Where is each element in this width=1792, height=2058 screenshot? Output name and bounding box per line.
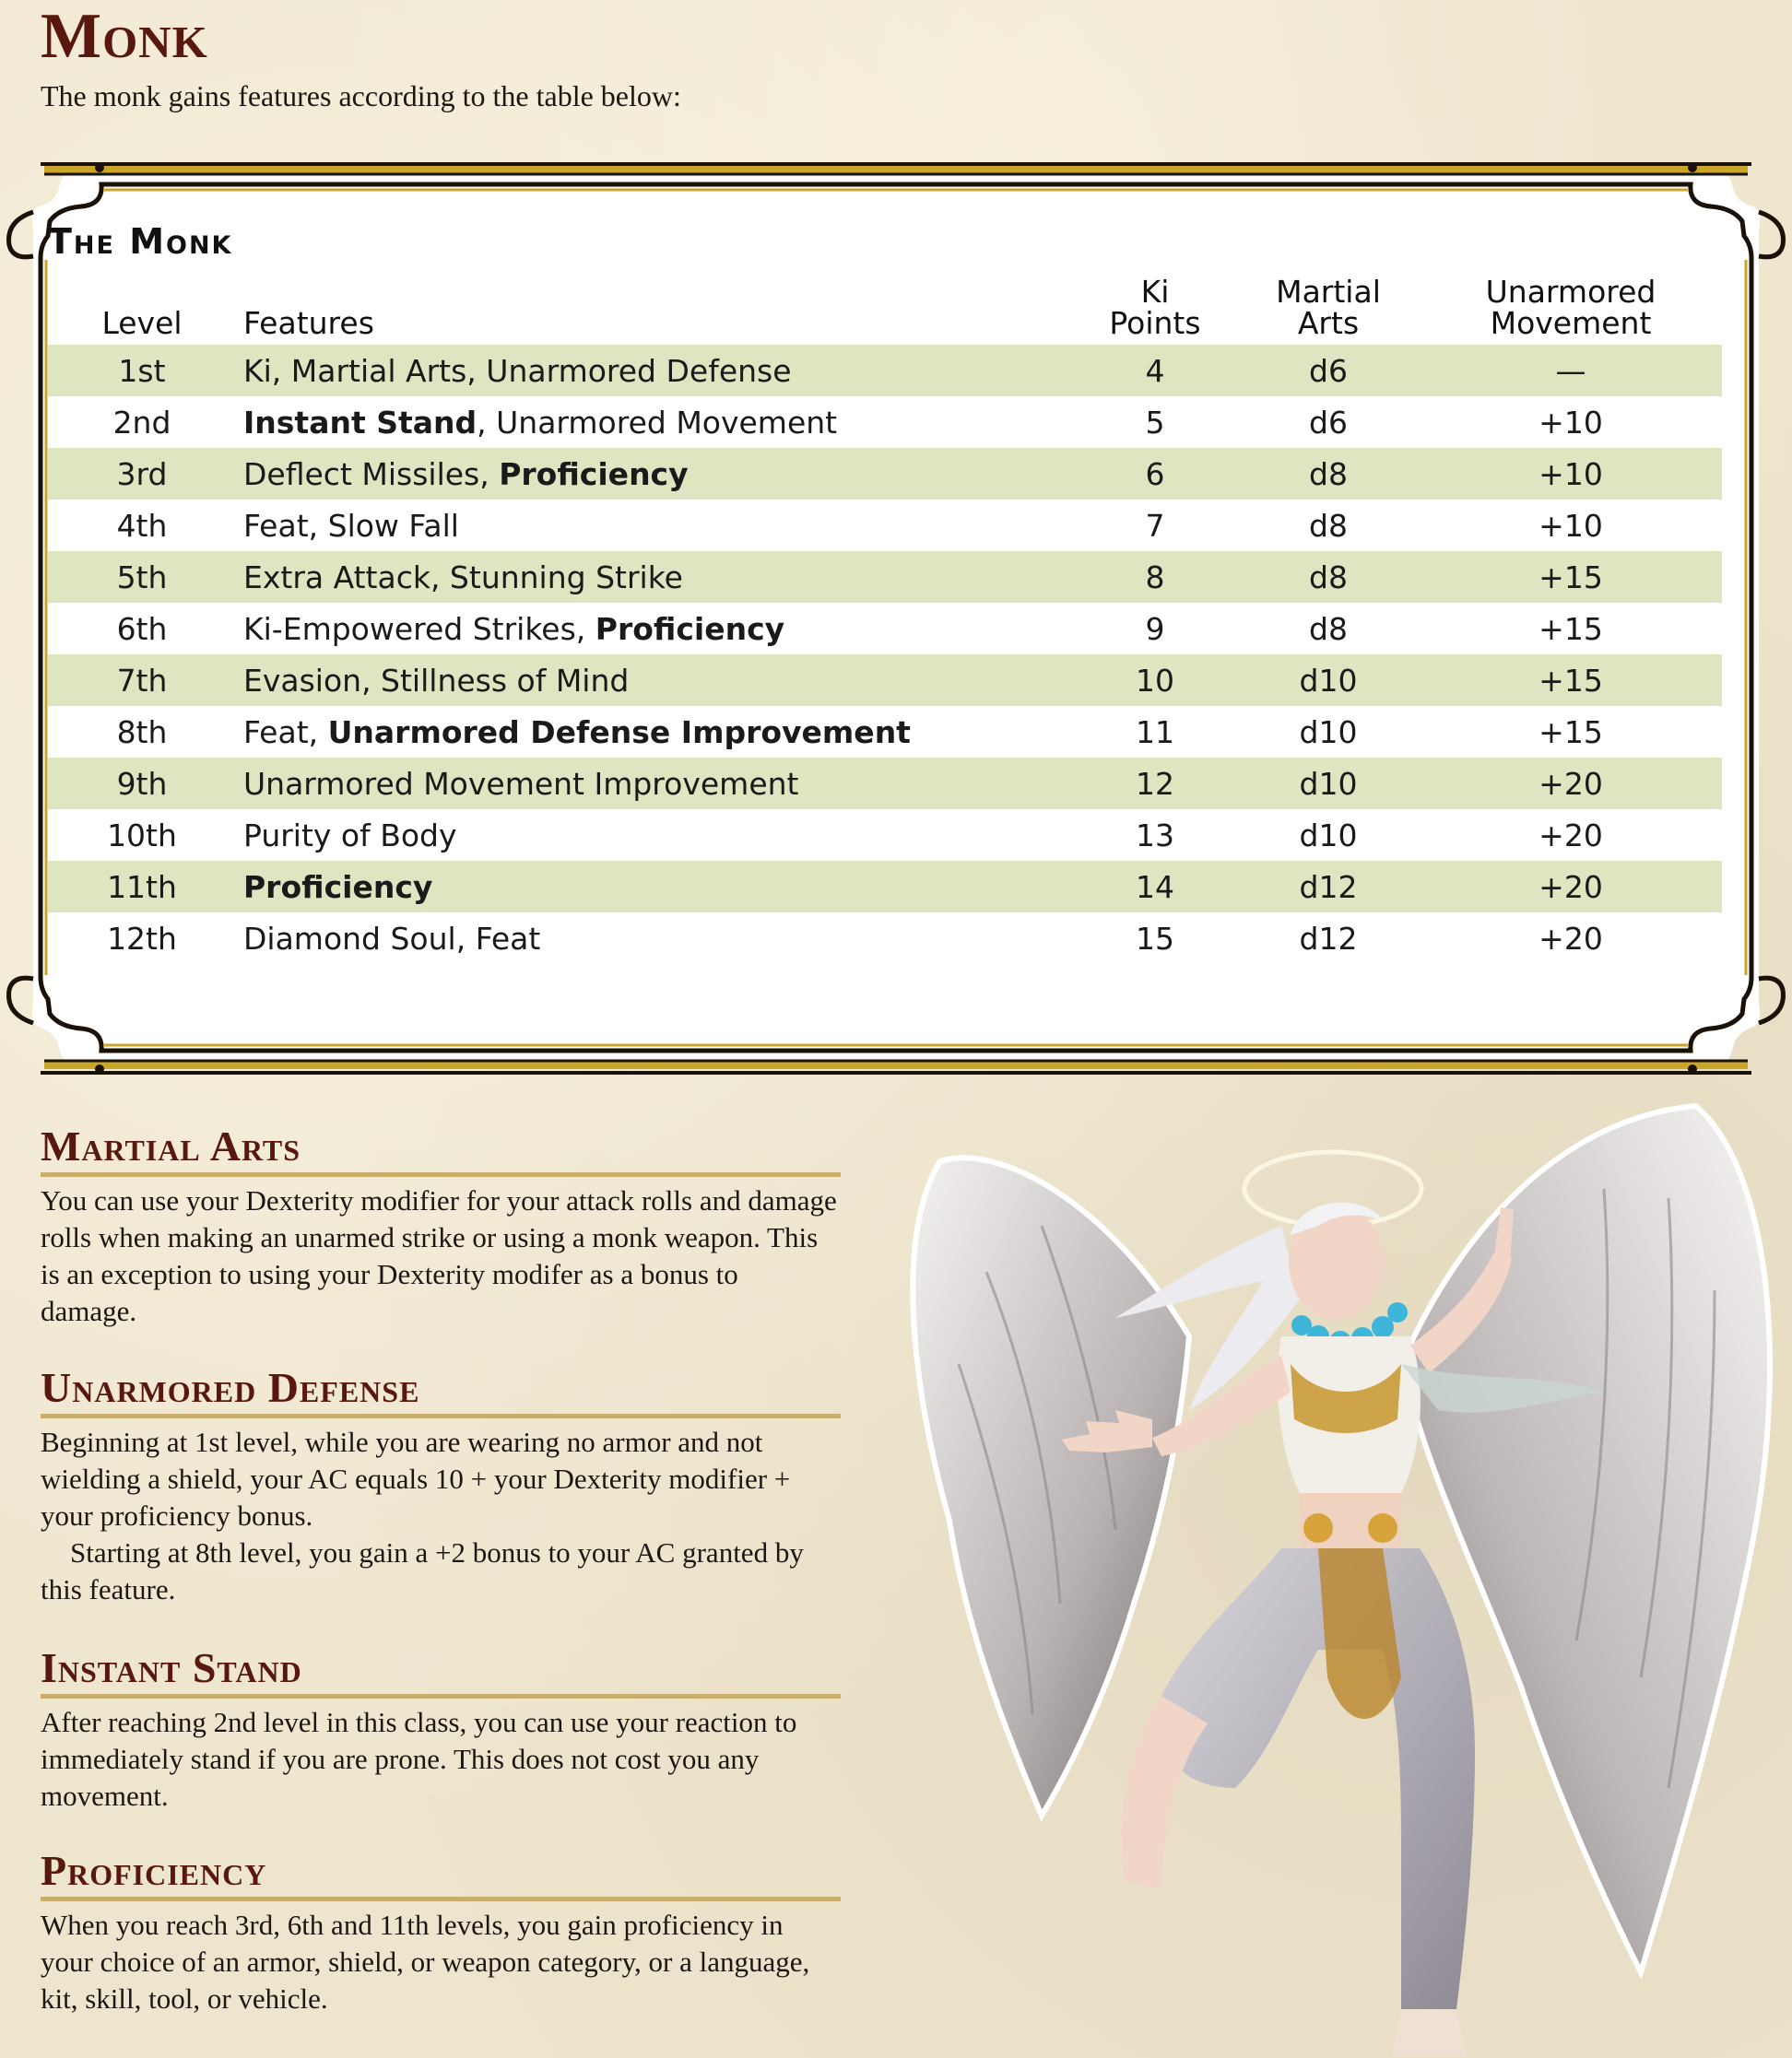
feature-name-bold: Instant Stand <box>243 404 477 441</box>
cell-level: 12th <box>107 920 177 957</box>
cell-level: 6th <box>116 610 168 647</box>
feature-name: , Unarmored Movement <box>477 404 838 441</box>
monk-progression-table <box>48 276 1722 964</box>
feature-name-bold: Proficiency <box>499 455 689 492</box>
cell-level: 2nd <box>112 404 171 441</box>
section-body: Beginning at 1st level, while you are wearing no armor and not wielding a shield, your AC equals 10 + your Dexterity modifier + your proficiency bonus. <box>41 1426 791 1532</box>
feature-name: Ki-Empowered Strikes, <box>243 610 595 647</box>
cell-ki-points: 8 <box>1073 551 1237 603</box>
cell-ki-points: 7 <box>1145 507 1165 544</box>
cell-ki-points: 15 <box>1136 920 1174 957</box>
feature-name-bold: Unarmored Defense Improvement <box>327 713 911 750</box>
header-level: Level <box>101 305 183 341</box>
cell-martial-arts: d10 <box>1299 713 1358 750</box>
section-heading: Instant Stand <box>41 1644 841 1699</box>
section-body: After reaching 2nd level in this class, you can use your reaction to immediately stand if you are prone. This does not cost you any movement. <box>41 1706 797 1812</box>
table-row <box>48 912 1722 964</box>
table-row <box>48 396 1722 448</box>
cell-martial-arts: d6 <box>1309 404 1348 441</box>
cell-features <box>236 500 1073 551</box>
cell-martial-arts: d8 <box>1237 551 1420 603</box>
table-row <box>48 809 1722 861</box>
header-unarmored-movement: Unarmored Movement <box>1485 274 1656 341</box>
cell-features <box>236 345 1073 396</box>
cell-features <box>236 448 1073 500</box>
page-title: Monk <box>41 1 208 72</box>
cell-martial-arts: d10 <box>1237 654 1420 706</box>
winged-monk-illustration <box>885 1088 1792 2058</box>
cell-unarmored-movement: +10 <box>1420 448 1722 500</box>
feature-name: Feat, Slow Fall <box>243 507 459 544</box>
table-row <box>48 500 1722 551</box>
feature-name: Feat, <box>243 713 328 750</box>
cell-unarmored-movement: +20 <box>1420 861 1722 912</box>
cell-unarmored-movement: +15 <box>1539 610 1603 647</box>
cell-unarmored-movement: +15 <box>1420 551 1722 603</box>
cell-features <box>236 809 1073 861</box>
table-title: The Monk <box>48 221 233 262</box>
cell-features <box>236 396 1073 448</box>
cell-martial-arts: d12 <box>1237 861 1420 912</box>
cell-martial-arts: d8 <box>1309 507 1348 544</box>
cell-unarmored-movement: +10 <box>1539 404 1603 441</box>
cell-level: 11th <box>48 861 236 912</box>
section-heading: Martial Arts <box>41 1123 841 1177</box>
table-row <box>48 654 1722 706</box>
cell-level: 4th <box>116 507 168 544</box>
cell-features <box>236 706 1073 758</box>
section-heading: Proficiency <box>41 1847 841 1901</box>
section-heading: Unarmored Defense <box>41 1364 841 1418</box>
cell-level: 3rd <box>48 448 236 500</box>
feature-name: Evasion, Stillness of Mind <box>243 662 630 699</box>
section-body: You can use your Dexterity modifier for your attack rolls and damage rolls when making an unarmed strike or using a monk weapon. This is an exception to using your Dexterity modifer as a bonus to damage. <box>41 1184 837 1327</box>
table-header-row <box>48 276 1722 345</box>
feature-name-bold: Proficiency <box>243 868 433 905</box>
cell-features <box>236 551 1073 603</box>
section-proficiency <box>41 1847 841 2017</box>
header-ki-points: Ki Points <box>1109 274 1201 341</box>
cell-ki-points: 6 <box>1073 448 1237 500</box>
cell-martial-arts: d12 <box>1299 920 1358 957</box>
table-row <box>48 706 1722 758</box>
cell-ki-points: 13 <box>1136 817 1174 853</box>
section-body-continued: Starting at 8th level, you gain a +2 bonus to your AC granted by this feature. <box>41 1536 804 1605</box>
feature-name: Ki, Martial Arts, Unarmored Defense <box>243 352 792 389</box>
section-instant-stand <box>41 1644 841 1815</box>
cell-martial-arts: d6 <box>1237 345 1420 396</box>
table-row <box>48 345 1722 396</box>
cell-ki-points: 11 <box>1136 713 1174 750</box>
cell-ki-points: 9 <box>1145 610 1165 647</box>
cell-features <box>236 654 1073 706</box>
cell-level: 10th <box>107 817 177 853</box>
cell-level: 5th <box>48 551 236 603</box>
cell-martial-arts: d10 <box>1237 758 1420 809</box>
table-row <box>48 448 1722 500</box>
table-row <box>48 551 1722 603</box>
feature-name: Diamond Soul, Feat <box>243 920 541 957</box>
cell-martial-arts: d10 <box>1299 817 1358 853</box>
table-row <box>48 758 1722 809</box>
table-row <box>48 603 1722 654</box>
class-table-frame <box>0 157 1792 1088</box>
cell-features <box>236 861 1073 912</box>
cell-features <box>236 912 1073 964</box>
cell-unarmored-movement: +20 <box>1539 817 1603 853</box>
feature-name: Deflect Missiles, <box>243 455 500 492</box>
cell-unarmored-movement: — <box>1420 345 1722 396</box>
cell-unarmored-movement: +10 <box>1539 507 1603 544</box>
cell-level: 1st <box>48 345 236 396</box>
cell-level: 9th <box>48 758 236 809</box>
cell-martial-arts: d8 <box>1309 610 1348 647</box>
feature-name: Unarmored Movement Improvement <box>243 765 799 802</box>
feature-name-bold: Proficiency <box>595 610 785 647</box>
table-row <box>48 861 1722 912</box>
cell-unarmored-movement: +15 <box>1420 654 1722 706</box>
intro-text: The monk gains features according to the table below: <box>41 79 681 112</box>
section-martial-arts <box>41 1123 841 1330</box>
table-body <box>48 345 1722 964</box>
section-body: When you reach 3rd, 6th and 11th levels, you gain proficiency in your choice of an armor, shield, or weapon category, or a language, kit, skill, tool, or vehicle. <box>41 1909 810 2015</box>
section-unarmored-defense <box>41 1364 841 1608</box>
cell-features <box>236 603 1073 654</box>
cell-features <box>236 758 1073 809</box>
cell-ki-points: 14 <box>1073 861 1237 912</box>
cell-unarmored-movement: +20 <box>1539 920 1603 957</box>
cell-ki-points: 10 <box>1073 654 1237 706</box>
cell-ki-points: 12 <box>1073 758 1237 809</box>
cell-level: 8th <box>116 713 168 750</box>
feature-name: Purity of Body <box>243 817 457 853</box>
feature-name: Extra Attack, Stunning Strike <box>243 559 683 595</box>
cell-ki-points: 4 <box>1073 345 1237 396</box>
cell-unarmored-movement: +15 <box>1539 713 1603 750</box>
header-features: Features <box>243 305 374 341</box>
header-martial-arts: Martial Arts <box>1276 274 1381 341</box>
cell-unarmored-movement: +20 <box>1420 758 1722 809</box>
cell-martial-arts: d8 <box>1237 448 1420 500</box>
cell-ki-points: 5 <box>1145 404 1165 441</box>
cell-level: 7th <box>48 654 236 706</box>
